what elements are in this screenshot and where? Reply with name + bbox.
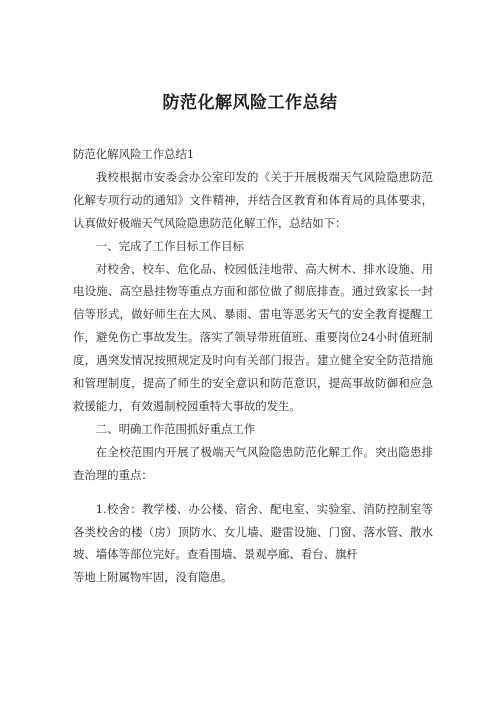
body-paragraph: 对校舍、校车、危化品、校园低洼地带、高大树木、排水设施、用电设施、高空悬挂物等重点方面和部位做了彻底排查。通过致家长一封信等形式，做好师生在大风、暴雨、雷电等恶劣天气的安全教育提醒工作，避免伤亡事故发生。落实了领导带班值班、重要岗位24小时值班制度，遇突发情况按照规定及时向有关部门报告。建立健全安全防范措施和管理制度，提高了师生的安全意识和防范意识，提高事故防御和应急救援能力，有效遏制校园重特大事故的发生。 (73, 261, 433, 413)
section-heading: 一、完成了工作目标工作目标 (95, 238, 244, 253)
document-title: 防范化解风险工作总结 (162, 93, 338, 113)
body-paragraph: 1.校舍：教学楼、办公楼、宿舍、配电室、实验室、消防控制室等各类校舍的楼（房）顶防水、女儿墙、避雷设施、门窗、落水管、散水坡、墙体等部位完好。查看围墙、景观亭廊、看台、旗杆 (73, 501, 433, 562)
paragraph-spacer (73, 487, 433, 498)
section-heading: 防范化解风险工作总结1 (73, 147, 195, 161)
body-paragraph: 等地上附属物牢固，没有隐患。 (73, 570, 233, 585)
document-body (73, 143, 433, 589)
body-paragraph: 在全校范围内开展了极端天气风险隐患防范化解工作。突出隐患排查治理的重点： (73, 444, 433, 482)
body-paragraph: 我校根据市安委会办公室印发的《关于开展极端天气风险隐患防范化解专项行动的通知》文件精神，并结合区教育和体育局的具体要求，认真做好极端天气风险隐患防范化解工作，总结如下： (73, 169, 433, 230)
section-heading: 二、明确工作范围抓好重点工作 (95, 421, 256, 436)
